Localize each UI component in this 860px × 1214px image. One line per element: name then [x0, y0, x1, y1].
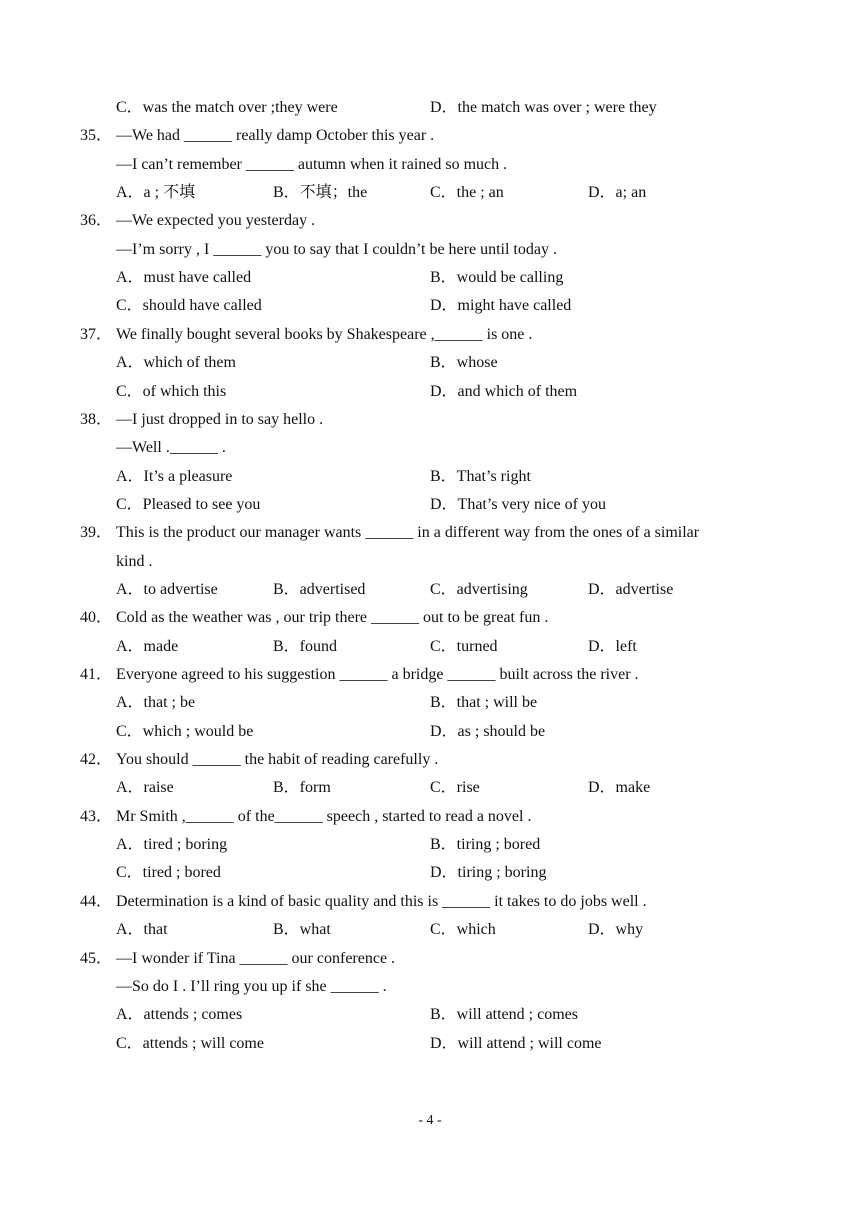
answer-option: B．that ; will be: [430, 694, 538, 712]
question-text: —I wonder if Tina ______ our conference .: [116, 949, 396, 967]
answer-option: A．which of them: [116, 354, 236, 372]
answer-option: B．found: [273, 637, 338, 655]
question-text: Everyone agreed to his suggestion ______ a bridge ______ built across the river .: [116, 666, 639, 683]
answer-option: C．which ; would be: [116, 722, 254, 740]
answer-option: B．form: [273, 779, 331, 797]
answer-option: D．why: [588, 921, 644, 939]
question-number: 45．: [80, 949, 113, 967]
answer-option: C．tired ; bored: [116, 864, 221, 882]
question-number: 43．: [80, 807, 113, 825]
answer-option: B．That’s right: [430, 467, 531, 485]
question-text: Mr Smith ,______ of the______ speech , started to read a novel .: [116, 807, 532, 825]
question-text: Determination is a kind of basic quality and this is ______ it takes to do jobs well .: [116, 892, 647, 910]
question-number: 42．: [80, 751, 113, 769]
question-number: 36．: [80, 212, 113, 230]
answer-option: C．was the match over ;they were: [116, 99, 338, 116]
answer-option: D．make: [588, 779, 651, 797]
answer-option: D．as ; should be: [430, 722, 546, 740]
answer-option: A．made: [116, 637, 179, 655]
question-number: 44．: [80, 892, 113, 910]
question-number: 39．: [80, 524, 113, 542]
answer-option: B．不填；the: [273, 184, 368, 202]
question-text: Cold as the weather was , our trip there ______ out to be great fun .: [116, 609, 549, 627]
answer-option: D．That’s very nice of you: [430, 495, 606, 513]
answer-option: A．that: [116, 921, 168, 939]
question-text: —I’m sorry , I ______ you to say that I couldn’t be here until today .: [116, 240, 557, 258]
answer-option: A．attends ; comes: [116, 1006, 243, 1024]
question-number: 41．: [80, 666, 113, 683]
answer-option: D．advertise: [588, 580, 674, 598]
answer-option: A．tired ; boring: [116, 836, 228, 854]
answer-option: B．tiring ; bored: [430, 836, 541, 854]
answer-option: C．rise: [430, 779, 480, 797]
page-number: - 4 -: [418, 1113, 442, 1128]
question-number: 38．: [80, 410, 113, 428]
question-text: —I can’t remember ______ autumn when it rained so much .: [116, 155, 508, 173]
answer-option: C．the ; an: [430, 184, 504, 202]
answer-option: A．that ; be: [116, 694, 196, 712]
answer-option: D．tiring ; boring: [430, 864, 547, 882]
answer-option: B．would be calling: [430, 269, 564, 287]
answer-option: A．must have called: [116, 269, 252, 287]
question-text: This is the product our manager wants ______ in a different way from the ones of a similar: [116, 524, 700, 542]
answer-option: C．attends ; will come: [116, 1034, 264, 1052]
question-text: —So do I . I’ll ring you up if she ______ .: [116, 977, 387, 995]
question-text: —I just dropped in to say hello .: [116, 410, 324, 428]
answer-option: A．raise: [116, 779, 174, 797]
answer-option: D．will attend ; will come: [430, 1034, 602, 1052]
answer-option: A．a ; 不填: [116, 184, 196, 202]
answer-option: B．whose: [430, 354, 498, 372]
question-text: kind .: [116, 552, 153, 570]
answer-option: D．left: [588, 637, 637, 655]
answer-option: D．the match was over ; were they: [430, 99, 657, 116]
answer-option: D．and which of them: [430, 382, 578, 400]
question-number: 37．: [80, 325, 113, 343]
question-text: —We expected you yesterday .: [116, 212, 316, 230]
answer-option: B．will attend ; comes: [430, 1006, 578, 1024]
question-text: —We had ______ really damp October this year .: [116, 127, 435, 145]
answer-option: B．advertised: [273, 580, 366, 598]
question-number: 40．: [80, 609, 113, 627]
answer-option: A．It’s a pleasure: [116, 467, 233, 485]
question-number: 35．: [80, 127, 113, 145]
answer-option: C．should have called: [116, 297, 262, 315]
answer-option: D．might have called: [430, 297, 572, 315]
answer-option: C．Pleased to see you: [116, 495, 261, 513]
question-text: You should ______ the habit of reading carefully .: [116, 751, 439, 769]
answer-option: B．what: [273, 921, 331, 939]
answer-option: C．advertising: [430, 580, 528, 598]
answer-option: C．of which this: [116, 382, 227, 400]
question-text: We finally bought several books by Shakespeare ,______ is one .: [116, 325, 533, 343]
answer-option: D．a; an: [588, 184, 647, 202]
answer-option: C．turned: [430, 637, 498, 655]
answer-option: A．to advertise: [116, 580, 218, 598]
question-text: —Well .______ .: [116, 439, 226, 457]
answer-option: C．which: [430, 921, 496, 939]
